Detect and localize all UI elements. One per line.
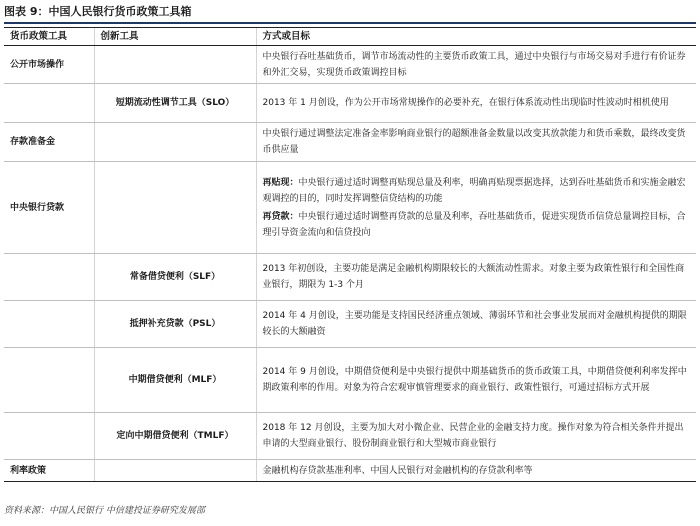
table-row bbox=[4, 413, 696, 460]
policy-type-cell bbox=[4, 84, 94, 123]
innovative-tool-cell bbox=[94, 162, 256, 254]
description-cell: 2014 年 4 月创设，主要功能是支持国民经济重点领域、薄弱环节和社会事业发展而对金融机构提供的期限较长的大额融资 bbox=[256, 301, 696, 348]
innovative-tool-cell: 短期流动性调节工具（SLO） bbox=[94, 84, 256, 123]
description-cell: 金融机构存贷款基准利率、中国人民银行对金融机构的存贷款利率等 bbox=[256, 460, 696, 482]
header-method-goal: 方式或目标 bbox=[256, 28, 696, 46]
policy-type-cell: 存款准备金 bbox=[4, 123, 94, 162]
innovative-tool-cell bbox=[94, 123, 256, 162]
policy-type-cell: 公开市场操作 bbox=[4, 46, 94, 84]
table-caption: 图表 9：中国人民银行货币政策工具箱 bbox=[4, 2, 696, 24]
relending-label: 再贷款： bbox=[262, 211, 299, 222]
relending-paragraph bbox=[263, 209, 691, 241]
table-row bbox=[4, 123, 696, 162]
header-policy-tool: 货币政策工具 bbox=[4, 28, 94, 46]
rediscount-text: 中央银行通过适时调整再贴现总量及利率，明确再贴现票据选择，达到吞吐基础货币和实施金融宏观调控的目的，同时发挥调整信贷结构的功能 bbox=[262, 177, 686, 204]
table-row bbox=[4, 460, 696, 482]
rediscount-label: 再贴现： bbox=[262, 177, 299, 188]
description-cell: 中央银行吞吐基础货币，调节市场流动性的主要货币政策工具，通过中央银行与市场交易对手进行有价证券和外汇交易，实现货币政策调控目标 bbox=[256, 46, 696, 84]
table-header-row bbox=[4, 28, 696, 46]
policy-type-cell bbox=[4, 413, 94, 460]
table-row bbox=[4, 46, 696, 84]
rediscount-paragraph bbox=[263, 175, 691, 207]
description-cell: 中央银行通过调整法定准备金率影响商业银行的超额准备金数量以改变其放款能力和货币乘数，最终改变货币供应量 bbox=[256, 123, 696, 162]
monetary-policy-table bbox=[4, 27, 696, 482]
innovative-tool-cell bbox=[94, 460, 256, 482]
policy-type-cell bbox=[4, 254, 94, 301]
description-cell: 2013 年 1 月创设，作为公开市场常规操作的必要补充，在银行体系流动性出现临时性波动时相机使用 bbox=[256, 84, 696, 123]
policy-type-cell: 利率政策 bbox=[4, 460, 94, 482]
policy-type-cell: 中央银行贷款 bbox=[4, 162, 94, 254]
policy-type-cell bbox=[4, 301, 94, 348]
table-row bbox=[4, 162, 696, 254]
innovative-tool-cell: 抵押补充贷款（PSL） bbox=[94, 301, 256, 348]
table-row bbox=[4, 301, 696, 348]
table-row bbox=[4, 84, 696, 123]
table-row bbox=[4, 348, 696, 413]
innovative-tool-cell bbox=[94, 46, 256, 84]
description-cell: 2013 年初创设，主要功能是满足金融机构期限较长的大额流动性需求。对象主要为政策性银行和全国性商业银行，期限为 1-3 个月 bbox=[256, 254, 696, 301]
header-innovative-tool: 创新工具 bbox=[94, 28, 256, 46]
policy-type-cell bbox=[4, 348, 94, 413]
description-cell bbox=[256, 162, 696, 254]
description-cell: 2018 年 12 月创设，主要为加大对小微企业、民营企业的金融支持力度。操作对象为符合相关条件并提出申请的大型商业银行、股份制商业银行和大型城市商业银行 bbox=[256, 413, 696, 460]
table-row bbox=[4, 254, 696, 301]
source-note: 资料来源：中国人民银行 中信建投证券研究发展部 bbox=[4, 506, 205, 516]
relending-text: 中央银行通过适时调整再贷款的总量及利率，吞吐基础货币，促进实现货币信贷总量调控目标，合理引导资金流向和信贷投向 bbox=[262, 211, 686, 238]
innovative-tool-cell: 常备借贷便利（SLF） bbox=[94, 254, 256, 301]
description-cell: 2014 年 9 月创设，中期借贷便利是中央银行提供中期基础货币的货币政策工具，中期借贷便利利率发挥中期政策利率的作用。对象为符合宏观审慎管理要求的商业银行、政策性银行，可通过招标方式开展 bbox=[256, 348, 696, 413]
innovative-tool-cell: 中期借贷便利（MLF） bbox=[94, 348, 256, 413]
innovative-tool-cell: 定向中期借贷便利（TMLF） bbox=[94, 413, 256, 460]
